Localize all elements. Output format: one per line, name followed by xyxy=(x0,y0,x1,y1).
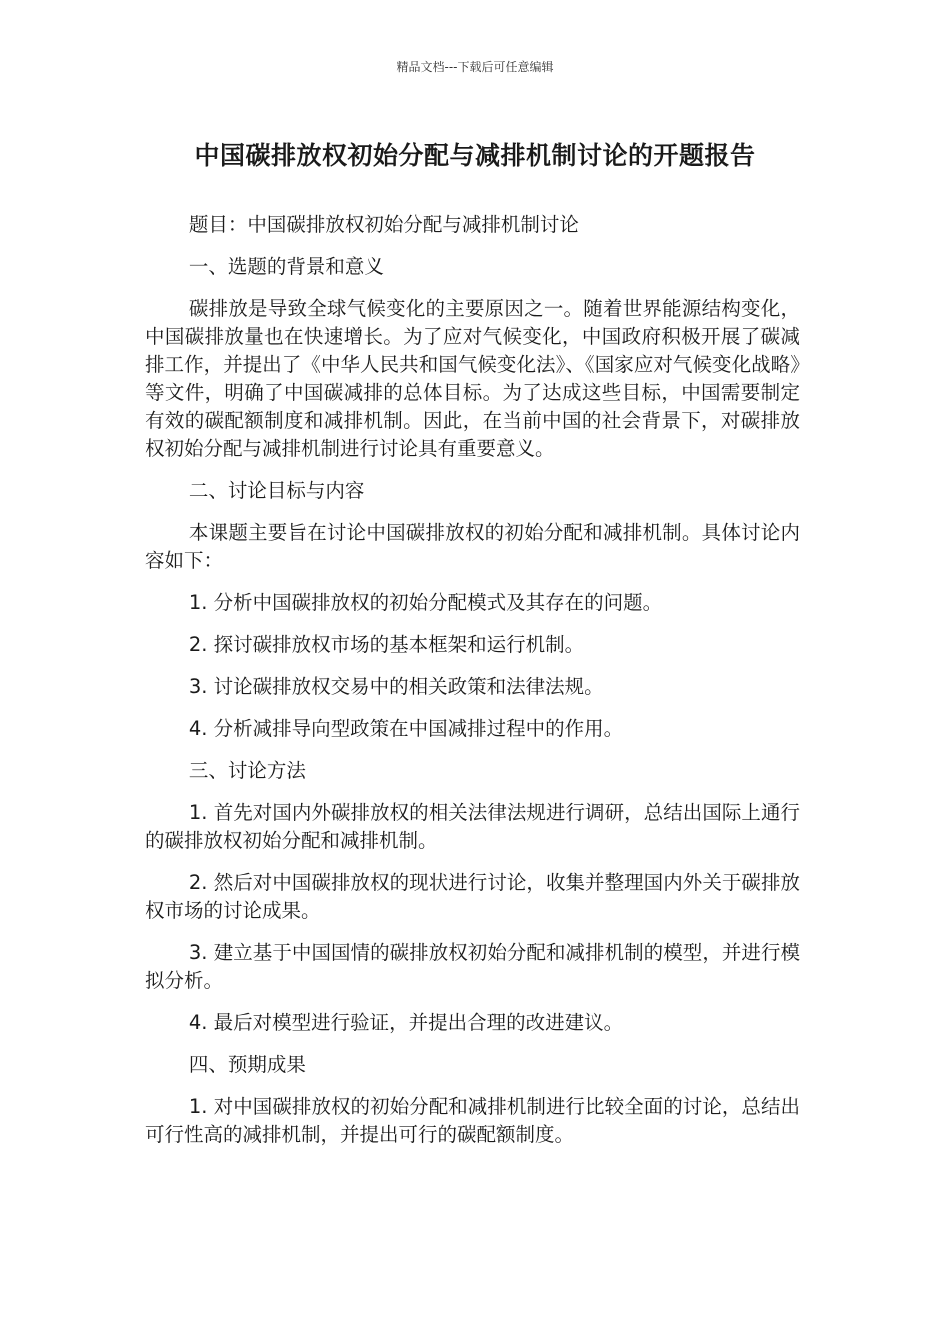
methods-item-4: 4. 最后对模型进行验证，并提出合理的改进建议。 xyxy=(188,1011,624,1034)
section-heading-goals: 二、讨论目标与内容 xyxy=(188,479,365,502)
section-heading-methods: 三、讨论方法 xyxy=(188,759,306,782)
outcomes-item-1: 1. 对中国碳排放权的初始分配和减排机制进行比较全面的讨论，总结出可行性高的减排机制，并提出可行的碳配额制度。 xyxy=(145,1095,800,1146)
goals-item-1: 1. 分析中国碳排放权的初始分配模式及其存在的问题。 xyxy=(188,591,663,614)
document-body xyxy=(145,211,800,1163)
goals-intro-paragraph: 本课题主要旨在讨论中国碳排放权的初始分配和减排机制。具体讨论内容如下： xyxy=(145,521,800,572)
methods-item-1: 1. 首先对国内外碳排放权的相关法律法规进行调研，总结出国际上通行的碳排放权初始分配和减排机制。 xyxy=(145,801,800,852)
page-header-note: 精品文档---下载后可任意编辑 xyxy=(396,60,554,74)
subject-line: 题目：中国碳排放权初始分配与减排机制讨论 xyxy=(188,213,579,236)
goals-item-4: 4. 分析减排导向型政策在中国减排过程中的作用。 xyxy=(188,717,624,740)
methods-item-2: 2. 然后对中国碳排放权的现状进行讨论，收集并整理国内外关于碳排放权市场的讨论成果。 xyxy=(145,871,800,922)
goals-item-3: 3. 讨论碳排放权交易中的相关政策和法律法规。 xyxy=(188,675,604,698)
methods-item-3: 3. 建立基于中国国情的碳排放权初始分配和减排机制的模型，并进行模拟分析。 xyxy=(145,941,800,992)
section-heading-outcomes: 四、预期成果 xyxy=(188,1053,306,1076)
background-paragraph: 碳排放是导致全球气候变化的主要原因之一。随着世界能源结构变化，中国碳排放量也在快速增长。为了应对气候变化，中国政府积极开展了碳减排工作，并提出了《中华人民共和国气候变化法》、《国家应对气候变化战略》等文件，明确了中国碳减排的总体目标。为了达成这些目标，中国需要制定有效的碳配额制度和减排机制。因此，在当前中国的社会背景下，对碳排放权初始分配与减排机制进行讨论具有重要意义。 xyxy=(145,297,800,460)
document-title: 中国碳排放权初始分配与减排机制讨论的开题报告 xyxy=(194,141,756,170)
goals-item-2: 2. 探讨碳排放权市场的基本框架和运行机制。 xyxy=(188,633,585,656)
section-heading-background: 一、选题的背景和意义 xyxy=(188,255,384,278)
